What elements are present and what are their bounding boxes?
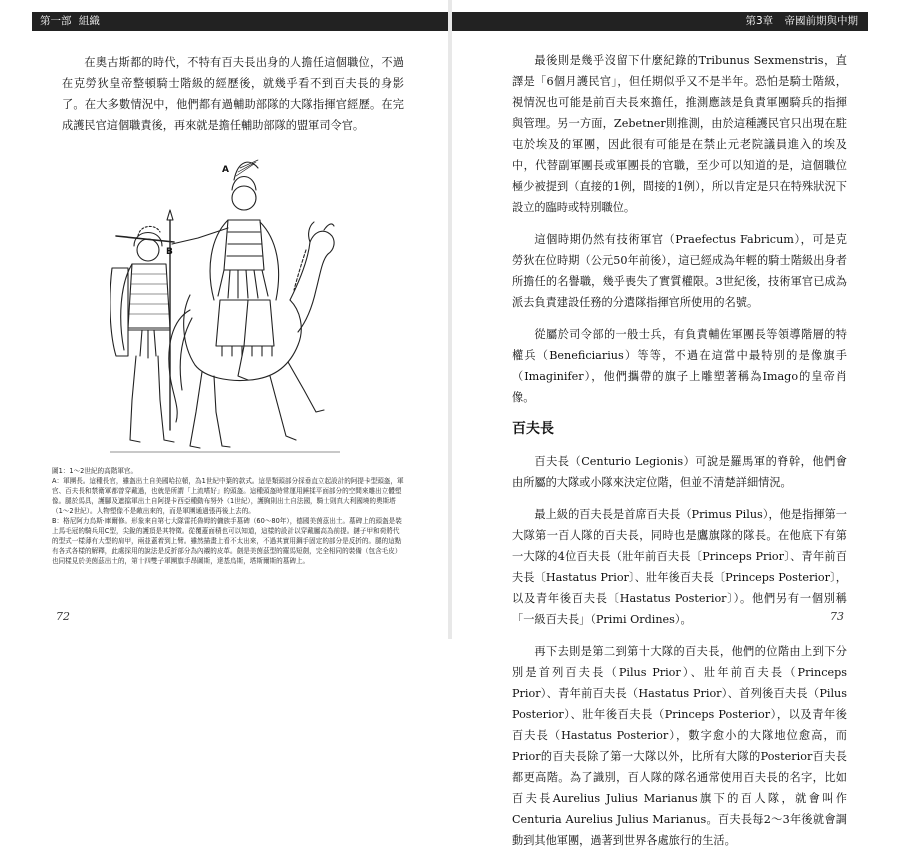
section-title-centurion: 百夫長 <box>512 421 554 437</box>
paragraph-tribunus: 最後則是幾乎沒留下什麼紀錄的Tribunus Sexmenstris，直譯是「6個月護民官」，但任期似乎又不是半年。恐怕是騎士階級，視情況也可能是前百夫長來擔任，推測應該是負責軍團騎兵的指揮與管理。另一方面，Zebetner則推測，由於這種護民官只出現在駐屯於埃及的軍團，因此很有可能是在禁止元老院議員進入的埃及中，代替副軍團長或軍團長的官職，至少可以知道的是，這個職位極少被提到（直接的1例，間接的1例），所以肯定是只在特殊狀況下設立的臨時或特別職位。 <box>512 54 847 214</box>
part-label: 第一部 <box>40 15 72 27</box>
figure-label-a: A <box>222 165 229 175</box>
right-page <box>452 0 900 847</box>
part-title: 組織 <box>78 15 100 27</box>
paragraph-praefectus: 這個時期仍然有技術軍官（Praefectus Fabricum），可是克勞狄在位時期（公元50年前後），這已經成為年輕的騎士階級出身者所擔任的名譽職，幾乎喪失了實質權限。3世紀後，技術軍官已成為派去負責建設任務的分遣隊指揮官所使用的名號。 <box>512 233 847 309</box>
figure-caption <box>52 466 404 566</box>
figure-label-b: B <box>166 247 173 257</box>
paragraph-primus-pilus: 最上級的百夫長是首席百夫長（Primus Pilus），他是指揮第一大隊第一百人隊的百夫長，同時也是鷹旗隊的隊長。在他底下有第一大隊的4位百夫長（壯年前百夫長〔Princeps Prior〕、青年前百夫長〔Hastatus Prior〕、壯年後百夫長〔Princeps Posterior〕，以及青年後百夫長〔Hastatus Posterior〕）。他們另有一個別稱「一級百夫長」（Primi Ordines）。 <box>512 508 847 626</box>
left-page <box>0 0 448 639</box>
chapter-label: 第3章 <box>745 15 774 27</box>
paragraph-centurio: 百夫長（Centurio Legionis）可說是羅馬軍的脊幹，他們會由所屬的大隊或小隊來決定位階，但並不清楚詳細情況。 <box>512 455 847 489</box>
left-body-text <box>62 52 404 147</box>
right-body-text <box>512 50 847 862</box>
paragraph-beneficiarius: 從屬於司令部的一般士兵，有負責輔佐軍團長等領導階層的特權兵（Beneficiarius）等等，不過在這當中最特別的是像旗手（Imaginifer），他們攜帶的旗子上雕塑著稱為Imago的皇帝肖像。 <box>512 328 847 404</box>
paragraph-ranks: 再下去則是第二到第十大隊的百夫長，他們的位階由上到下分別是首列百夫長（Pilus Prior）、壯年前百夫長（Princeps Prior）、青年前百夫長（Hastatus Prior）、首列後百夫長（Pilus Posterior）、壯年後百夫長（Princeps Posterior），以及青年後百夫長（Hastatus Posterior），數字愈小的大隊地位愈高，而Prior的百夫長除了第一大隊以外，比所有大隊的Posterior百夫長都更高階。為了識別，百人隊的隊名通常使用百夫長的名字，比如百夫長Aurelius Julius Marianus旗下的百人隊，就會叫作Centuria Aurelius Julius Marianus。百夫長每2～3年後就會調動到其他軍團，過著到世界各處旅行的生活。 <box>512 645 847 847</box>
right-running-header <box>452 12 868 31</box>
chapter-title: 帝國前期與中期 <box>784 15 858 27</box>
intro-paragraph: 在奧古斯都的時代，不特有百夫長出身的人擔任這個職位，不過在克勞狄皇帝整頓騎士階級的經歷後，就幾乎看不到百夫長的身影了。在大多數情況中，他們都有過輔助部隊的大隊指揮官經歷。在完成護民官這個職責後，再來就是擔任輔助部隊的盟軍司令官。 <box>62 56 404 132</box>
roman-officers-illustration <box>110 150 340 465</box>
caption-title: 圖1：1～2世紀的高階軍官。 <box>52 467 138 475</box>
caption-text-a: A：軍團長。這種長官，雖盔出土自美國哈拉頓，為1世紀中葉的款式。這是類頭部分採垂直立起設計的阿提卡型頭盔，軍官、百夫長和禁衛軍都曾穿戴過，也就是所謂「上流嗜好」的頭盔。這種頭盔時常運用錘揉平面部分的空間來雕出立體塑像。腿於馬具，護腳及遮擋軍出土自阿提卡西亞種動布努外（1世紀），護胸則出土自法國，騎士則真大利國境的奧斯塔（1～2世紀）。人物塑像不是敵出來的，而是軍團通過張再後上去的。 <box>52 477 404 515</box>
caption-text-b: B：格尼阿力烏斯·庫爾修。形象來自第七大隊雷托魯姆的傭族手墓碑（60～80年），德國美茵茲出土。墓碑上的頭盔是裝上馬毛冠的騎兵用C型，尖銳的護頂是其特徵。從覆蓋面積也可以知道，這樣的設計以穿戴屬高為前提。鏈子甲和荷將代的型式一樣薄有大型的肩甲，兩並蓋着到上臂。雖然描畫上看不太出來，不過其實用鋼手固定的部分是反折的。腿的這點有各式各樣的解釋，此處採用的說法是反折部分為內襯的皮革。劍是美茵茲型的羅馬短劍，完全相同的裝備（包含毛皮）也同樣見於美茵茲出土的，第十四雙子軍團旗手昂圖斯，達基烏斯，塔斯爾斯的墓碑上。 <box>52 517 402 565</box>
left-page-number: 72 <box>56 610 70 623</box>
right-page-number: 73 <box>830 610 844 623</box>
left-running-header <box>32 12 448 31</box>
